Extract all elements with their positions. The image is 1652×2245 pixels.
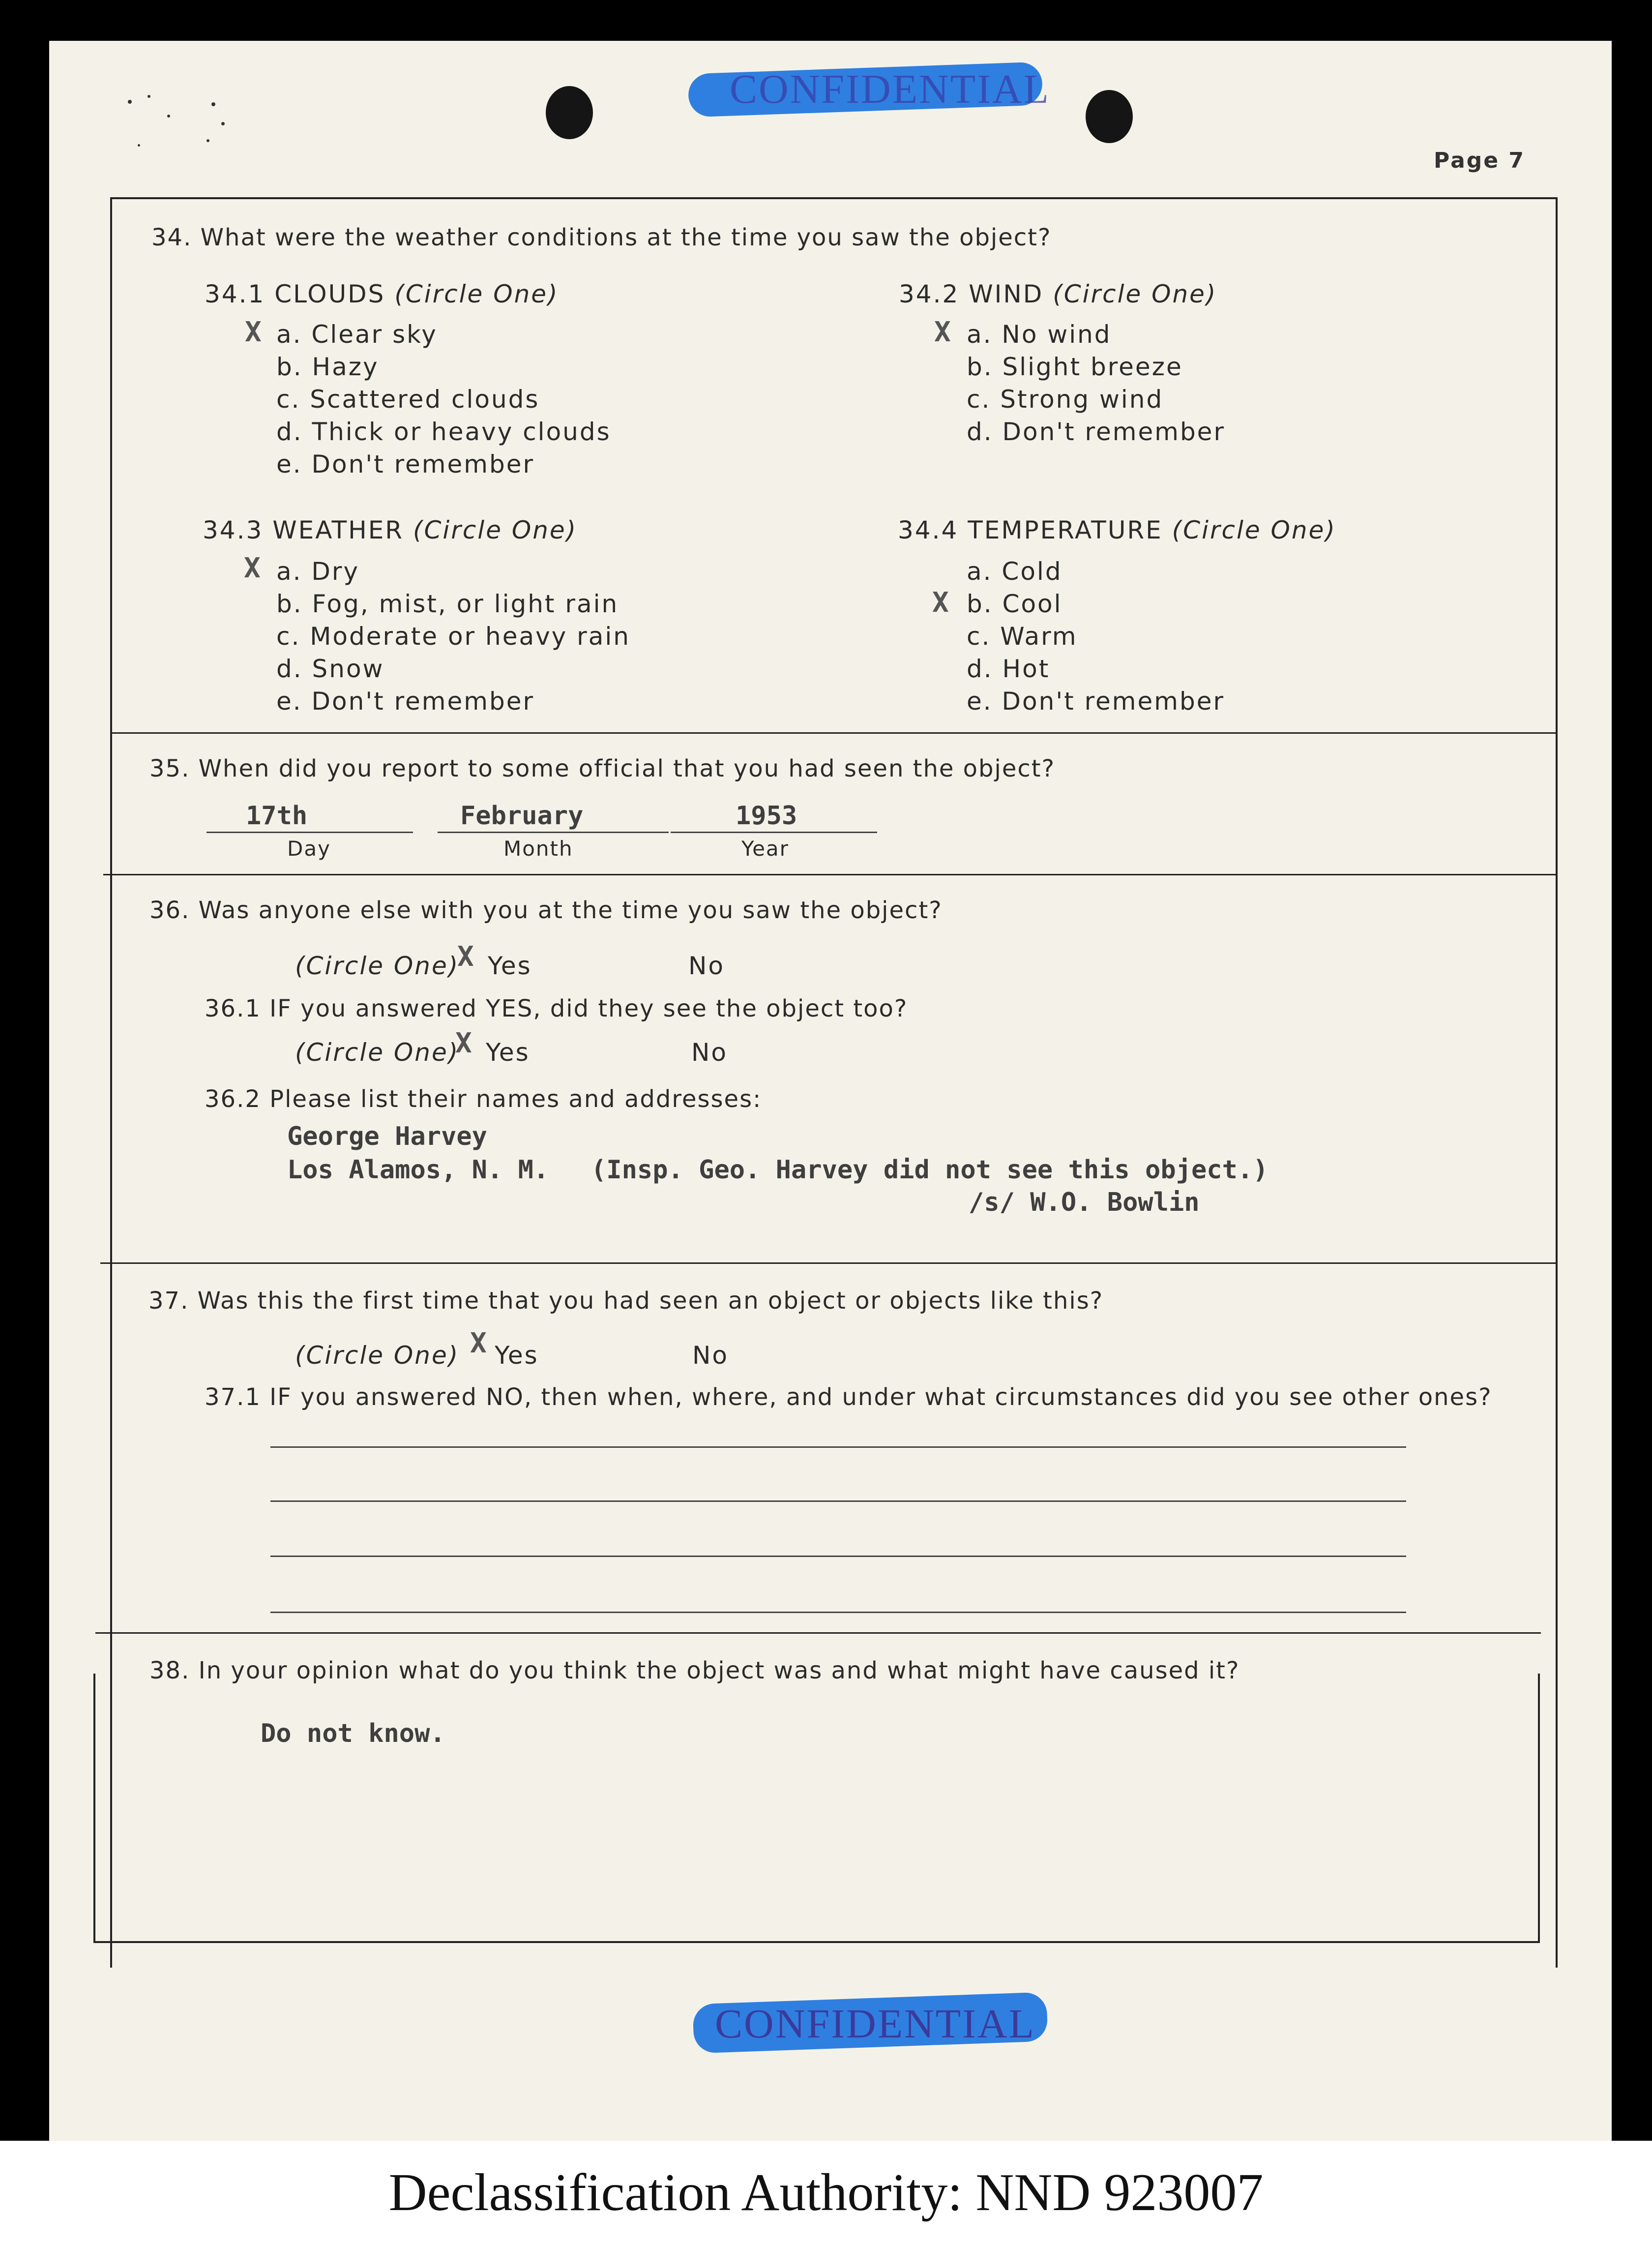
month-rule [438,832,669,833]
divider-37-38 [95,1632,1541,1634]
frame-left-lower [93,1674,95,1943]
divider-34-35 [110,732,1558,734]
q36-1-no: No [691,1038,728,1067]
question-34: 34. What were the weather conditions at the time you saw the object? [151,224,1052,251]
question-37: 37. Was this the first time that you had seen an object or objects like this? [148,1287,1104,1315]
year-rule [671,832,877,833]
dust-speck [128,100,132,104]
frame-right-lower [1538,1674,1540,1943]
clouds-x-mark: X [245,316,262,348]
q36-no: No [688,952,725,980]
wind-x-mark: X [934,316,951,348]
question-36-1: 36.1 IF you answered YES, did they see the object too? [205,995,908,1022]
day-label: Day [287,837,331,861]
question-35: 35. When did you report to some official that you had seen the object? [149,755,1056,782]
weather-option-c: c. Moderate or heavy rain [276,622,630,651]
day-rule [206,832,413,833]
q36-x-mark: X [457,941,474,973]
clouds-option-b: b. Hazy [276,353,379,381]
weather-option-b: b. Fog, mist, or light rain [276,590,619,618]
temperature-heading: 34.4 TEMPERATURE (Circle One) [898,516,1336,544]
companion-address: Los Alamos, N. M. [287,1155,549,1185]
frame-left [110,197,112,1968]
wind-heading: 34.2 WIND (Circle One) [899,280,1217,308]
clouds-option-a: a. Clear sky [276,320,438,349]
weather-option-a: a. Dry [276,557,360,586]
declassification-footer: Declassification Authority: NND 923007 [0,2141,1652,2245]
punch-hole-right [1086,90,1133,143]
frame-bottom [93,1941,1540,1943]
weather-option-e: e. Don't remember [276,687,535,716]
temperature-option-a: a. Cold [967,557,1062,586]
frame-top [110,197,1558,199]
question-36-2: 36.2 Please list their names and addresses: [205,1085,762,1113]
temperature-option-e: e. Don't remember [967,687,1225,716]
weather-x-mark: X [244,552,261,584]
dust-speck [211,102,215,106]
temperature-option-d: d. Hot [967,655,1050,683]
dust-speck [167,115,170,118]
q37-x-mark: X [470,1327,487,1359]
clouds-option-d: d. Thick or heavy clouds [276,418,611,446]
dust-speck [206,139,209,142]
q36-1-circle-one: (Circle One) [295,1038,460,1067]
q37-yes: Yes [495,1341,539,1370]
wind-option-c: c. Strong wind [967,385,1164,414]
answer-line-1 [270,1446,1406,1448]
dust-speck [138,144,140,147]
clouds-option-e: e. Don't remember [276,450,535,479]
wind-option-d: d. Don't remember [967,418,1225,446]
wind-option-a: a. No wind [967,320,1112,349]
report-year-value: 1953 [736,801,797,831]
divider-35-36 [103,874,1558,875]
q36-circle-one: (Circle One) [295,952,460,980]
clouds-option-c: c. Scattered clouds [276,385,540,414]
report-day-value: 17th [246,801,308,831]
divider-36-37 [100,1262,1558,1264]
q37-circle-one: (Circle One) [295,1341,460,1370]
q38-answer: Do not know. [261,1719,445,1748]
punch-hole-left [546,86,593,139]
question-36: 36. Was anyone else with you at the time you saw the object? [149,897,943,924]
weather-heading: 34.3 WEATHER (Circle One) [203,516,578,544]
confidential-stamp-top: CONFIDENTIAL [730,66,1050,112]
report-month-value: February [460,801,584,831]
companion-note: (Insp. Geo. Harvey did not see this object.) [591,1155,1268,1185]
temperature-option-c: c. Warm [967,622,1078,651]
month-label: Month [503,837,573,861]
question-38: 38. In your opinion what do you think the object was and what might have caused it? [149,1657,1240,1684]
temperature-x-mark: X [932,587,949,619]
temperature-option-b: b. Cool [967,590,1062,618]
clouds-heading: 34.1 CLOUDS (Circle One) [205,280,559,308]
frame-right [1556,197,1558,1968]
answer-line-4 [270,1612,1406,1613]
wind-option-b: b. Slight breeze [967,353,1183,381]
year-label: Year [741,837,789,861]
dust-speck [148,95,150,98]
question-37-1: 37.1 IF you answered NO, then when, where, and under what circumstances did you see other ones? [205,1383,1492,1411]
answer-line-2 [270,1500,1406,1502]
document-page [49,41,1612,2141]
dust-speck [221,122,225,125]
companion-name: George Harvey [287,1122,487,1151]
answer-line-3 [270,1556,1406,1557]
signature-line: /s/ W.O. Bowlin [969,1188,1200,1217]
weather-option-d: d. Snow [276,655,384,683]
q37-no: No [692,1341,729,1370]
page-label: Page 7 [1434,148,1526,173]
confidential-stamp-bottom: CONFIDENTIAL [715,2001,1035,2047]
q36-1-x-mark: X [455,1027,472,1059]
q36-1-yes: Yes [486,1038,530,1067]
q36-yes: Yes [488,952,532,980]
